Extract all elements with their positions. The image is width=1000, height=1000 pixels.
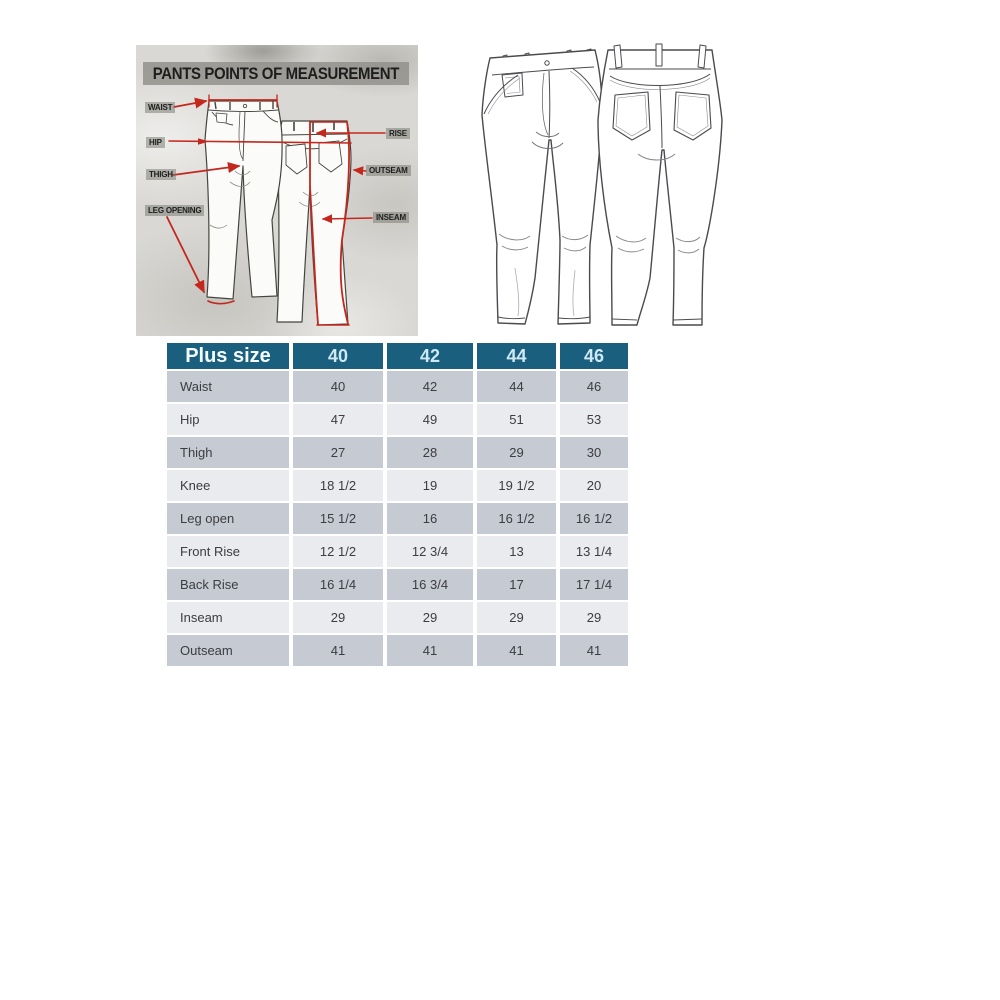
table-row [167,503,628,534]
table-row [167,437,628,468]
jeans-front-view [482,49,602,324]
size-value: 41 [387,635,473,666]
size-value: 29 [387,602,473,633]
size-value: 42 [387,371,473,402]
size-value: 16 1/2 [560,503,628,534]
jeans-technical-drawing [470,38,735,338]
row-label: Outseam [167,635,289,666]
row-label: Leg open [167,503,289,534]
size-chart-header-row [167,343,628,369]
label-rise: RISE [386,128,410,139]
size-column-header: 44 [477,343,556,369]
size-value: 41 [293,635,383,666]
diagram-title-text: PANTS POINTS OF MEASUREMENT [152,63,400,83]
size-value: 28 [387,437,473,468]
jeans-back-view [598,44,722,325]
size-value: 29 [560,602,628,633]
label-hip: HIP [146,137,165,148]
table-row [167,404,628,435]
label-outseam: OUTSEAM [366,165,411,176]
size-value: 53 [560,404,628,435]
size-value: 16 1/2 [477,503,556,534]
size-value: 18 1/2 [293,470,383,501]
size-value: 40 [293,371,383,402]
size-value: 16 3/4 [387,569,473,600]
size-value: 29 [477,602,556,633]
measurement-diagram-panel [136,45,418,336]
size-chart-table [163,341,632,668]
size-value: 27 [293,437,383,468]
label-waist: WAIST [145,102,175,113]
row-label: Back Rise [167,569,289,600]
diagram-front-pants-sketch [205,101,282,299]
row-label: Knee [167,470,289,501]
size-value: 12 3/4 [387,536,473,567]
table-row [167,635,628,666]
size-value: 13 1/4 [560,536,628,567]
size-value: 41 [477,635,556,666]
size-column-header: 40 [293,343,383,369]
size-value: 49 [387,404,473,435]
size-value: 17 [477,569,556,600]
size-value: 51 [477,404,556,435]
size-value: 41 [560,635,628,666]
size-value: 17 1/4 [560,569,628,600]
size-value: 29 [293,602,383,633]
row-label: Front Rise [167,536,289,567]
label-leg-opening: LEG OPENING [145,205,204,216]
diagram-back-pants-sketch [277,121,351,325]
row-label: Hip [167,404,289,435]
size-value: 19 [387,470,473,501]
row-label: Waist [167,371,289,402]
size-value: 16 [387,503,473,534]
size-value: 44 [477,371,556,402]
pants-diagram-drawing [136,45,418,336]
size-value: 19 1/2 [477,470,556,501]
row-label: Thigh [167,437,289,468]
size-value: 16 1/4 [293,569,383,600]
size-value: 30 [560,437,628,468]
table-row [167,536,628,567]
label-inseam: INSEAM [373,212,409,223]
table-row [167,569,628,600]
table-row [167,470,628,501]
label-thigh: THIGH [146,169,176,180]
row-label: Inseam [167,602,289,633]
size-column-header: 42 [387,343,473,369]
size-value: 20 [560,470,628,501]
table-row [167,371,628,402]
size-column-header: 46 [560,343,628,369]
diagram-title [143,62,409,85]
size-value: 12 1/2 [293,536,383,567]
table-row [167,602,628,633]
size-value: 13 [477,536,556,567]
size-value: 29 [477,437,556,468]
size-value: 46 [560,371,628,402]
size-value: 15 1/2 [293,503,383,534]
size-chart-title-cell: Plus size [167,343,289,369]
size-value: 47 [293,404,383,435]
